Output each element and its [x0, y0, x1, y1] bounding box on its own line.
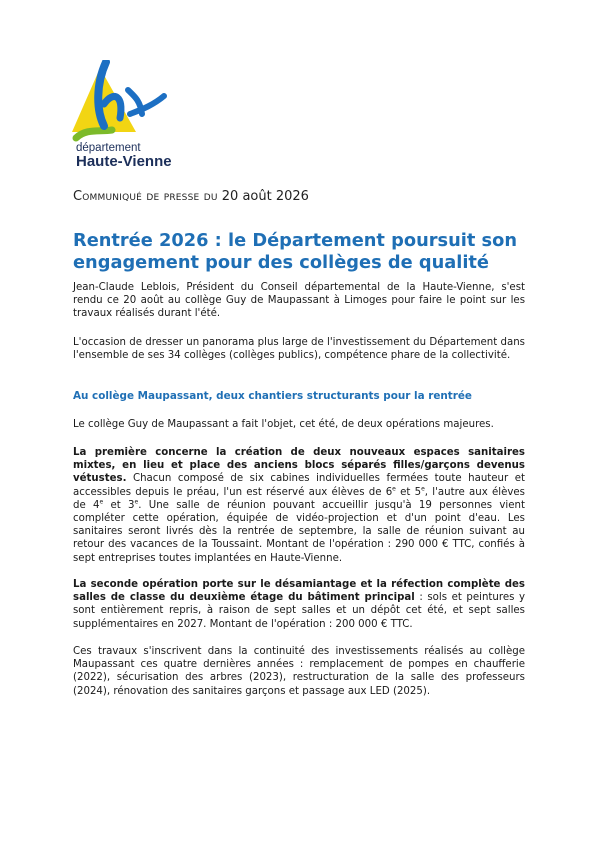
first-operation-text-4: et 3	[103, 499, 135, 511]
press-label: Communiqué de presse du	[73, 189, 218, 204]
logo-line-2: Haute-Vienne	[76, 153, 172, 170]
first-operation-text-2: et 5	[395, 486, 422, 498]
paragraph-continuity: Ces travaux s'inscrivent dans la continuité des investissements réalisés au collège Maupassant ces quatre dernières années : remplacement de pompes en chaufferie (2022), sécurisation des arbres (2023), restructuration de la salle des professeurs (2024), rénovation des sanitaires garçons et passage aux LED (2025).	[73, 646, 525, 697]
second-operation-lead: La seconde opération porte sur le désamiantage et la réfection complète des salles de classe du deuxième étage du bâtiment principal	[73, 579, 525, 604]
superscript: e	[421, 485, 425, 493]
superscript: e	[99, 498, 104, 506]
page-title: Rentrée 2026 : le Département poursuit son engagement pour des collèges de qualité	[73, 230, 517, 273]
paragraph-panorama: L'occasion de dresser un panorama plus large de l'investissement du Département dans l'ensemble de ses 34 collèges (collèges publics), compétence phare de la collectivité.	[73, 337, 525, 362]
superscript: e	[134, 498, 139, 506]
paragraph-operations: Le collège Guy de Maupassant a fait l'objet, cet été, de deux opérations majeures.	[73, 419, 494, 430]
superscript: e	[392, 485, 396, 493]
paragraph-second-operation	[73, 578, 525, 631]
logo-mark-icon	[70, 60, 170, 144]
first-operation-text-1: Chacun composé de six cabines individuelles fermées toute hauteur et accessibles depuis le préau, l'un est réservé aux élèves de 6	[73, 473, 525, 498]
logo-wordmark	[76, 142, 172, 170]
paragraph-first-operation	[73, 446, 525, 565]
logo-line-1: département	[76, 142, 141, 154]
press-date: 20 août 2026	[221, 189, 309, 204]
first-operation-lead: La première concerne la création de deux nouveaux espaces sanitaires mixtes, en lieu et place des anciens blocs séparés filles/garçons devenus vétustes.	[73, 447, 525, 485]
first-operation-text-3: , l'autre aux élèves de 4	[73, 486, 525, 511]
department-logo	[66, 56, 176, 174]
section-heading: Au collège Maupassant, deux chantiers structurants pour la rentrée	[73, 390, 472, 402]
second-operation-text: : sols et peintures y sont entièrement repris, à raison de sept salles et un dépôt cet été, et sept salles supplémentaires en 2027. Montant de l'opération : 200 000 € TTC.	[73, 592, 525, 630]
paragraph-intro: Jean-Claude Leblois, Président du Conseil départemental de la Haute-Vienne, s'est rendu ce 20 août au collège Guy de Maupassant à Limoges pour faire le point sur les travaux réalisés durant l'été.	[73, 282, 525, 320]
press-release-dateline	[73, 189, 309, 204]
first-operation-text-5: . Une salle de réunion pouvant accueillir jusqu'à 19 personnes vient compléter cette opération, équipée de vidéo-projection et d'un point d'eau. Les sanitaires seront livrés dès la rentrée de septembre, la salle de réunion suivant au retour des vacances de la Toussaint. Montant de l'opération : 290 000 € TTC, confiés à sept entreprises toutes implantées en Haute-Vienne.	[73, 499, 525, 564]
